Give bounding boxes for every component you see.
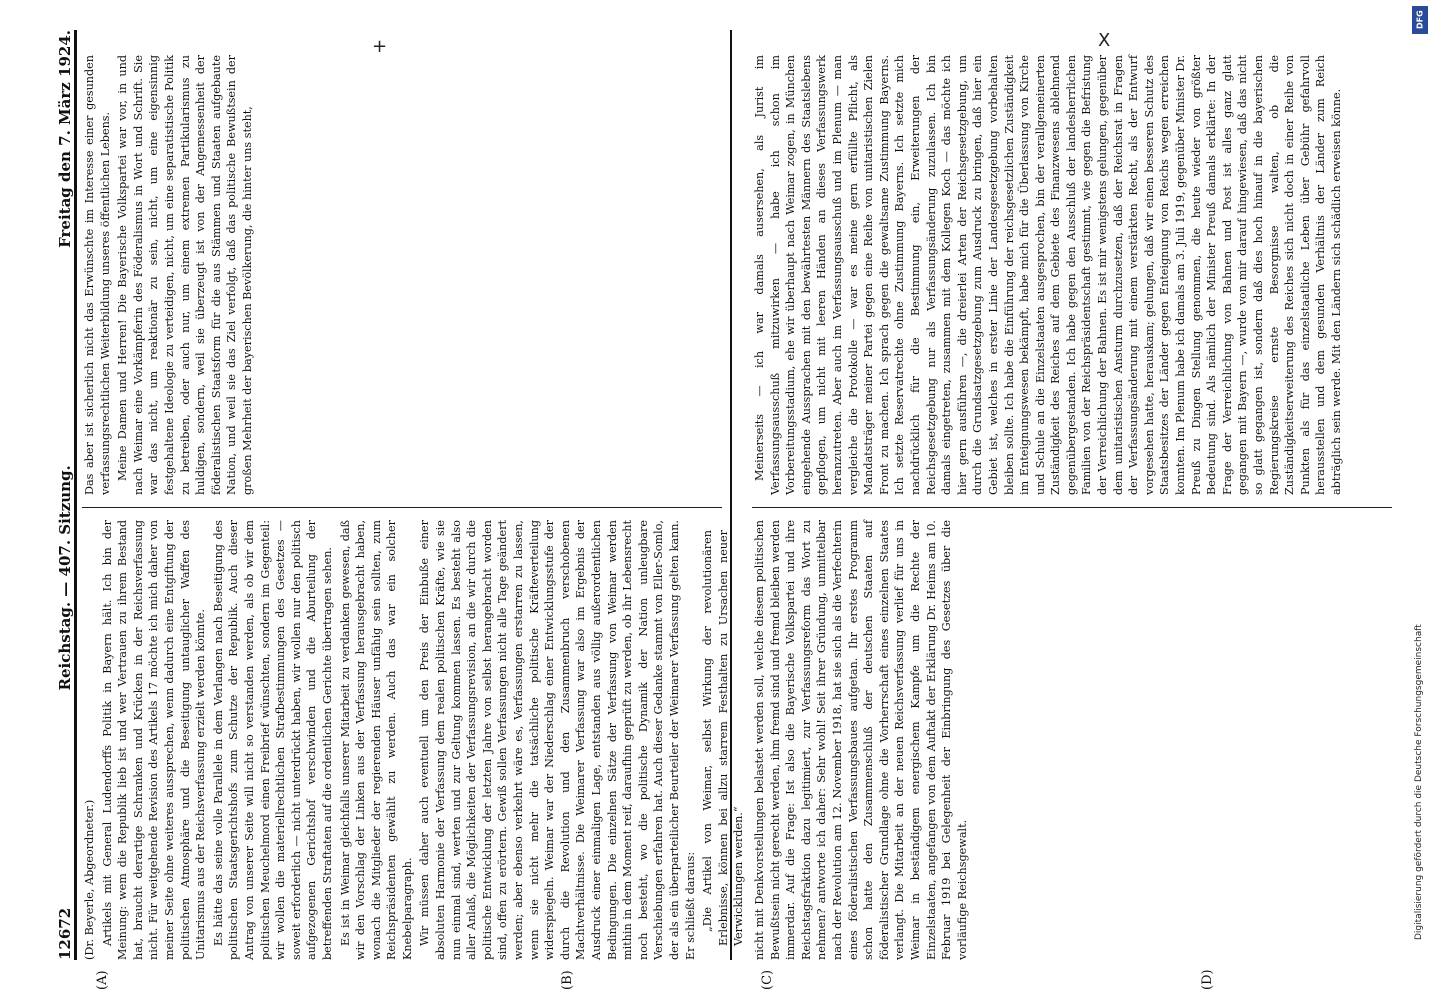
- page-header: [40, 30, 74, 960]
- header-rule: [74, 30, 77, 960]
- paragraph: Wir müssen daher auch eventuell um den Preis der Einbuße einer absoluten Harmonie der Verfassung dem realen politischen Kräfte, wie sie nun einmal sind, werten und zur Geltung kommen lassen. Es besteht also aller Anlaß, die Möglichkeiten der Verfassungsrevision, an die wir durch die politische Entwicklung der letzten Jahre von selbst herangebracht worden sind, offen zu erörtern. Gewiß sollen Verfassungen nicht alle Tage geändert werden; aber ebenso verkehrt wäre es, Verfassungen erstarren zu lassen, wenn sie nicht mehr die tatsächliche politische Kräfteverteilung widerspiegeln. Weimar war der Niederschlag einer Entwicklungsstufe der durch die Revolution und den Zusammenbruch verschobenen Machtverhältnisse. Die Weimarer Verfassung war also im Ergebnis der Ausdruck einer einmaligen Lage, entstanden aus völlig außerordentlichen Bedingungen. Die einzelnen Sätze der Verfassung von Weimar werden mithin in dem Moment reif, daraufhin geprüft zu werden, ob ihr Lebensrecht noch besteht, wo die politische Dynamik der Nation unleugbare Verschiebungen erfahren hat. Auch dieser Gedanke stammt von Eller-Somlo, der als ein überparteilicher Beurteiler der Weimarer Verfassung gelten kann. Er schließt daraus:: [418, 520, 697, 960]
- columns-right-page: [752, 55, 1392, 960]
- digitization-credit: Digitalisierung gefördert durch die Deutsche Forschungsgemeinschaft: [1414, 624, 1424, 940]
- margin-marker-b: (B): [560, 970, 575, 990]
- margin-marker-a: (A): [95, 970, 110, 990]
- paragraph: Artikels mit General Ludendorffs Politik in Bayern hält. Ich bin der Meinung: wem die Republik lieb ist und wer Vertrauen zu ihrem Bestand hat, braucht derartige Schranken und Krücken in der Reichsverfassung nicht. Für weitgehende Revision des Artikels 17 möchte ich mich daher von meiner Seite ohne weiteres aussprechen, wenn dadurch eine Entgiftung der politischen Atmosphäre und die Beseitigung untauglicher Waffen des Unitarismus aus der Reichsverfassung erzielt werden könnte.: [100, 520, 208, 960]
- digitization-sidebar: [1404, 0, 1434, 1000]
- paragraph: Meine Damen und Herren! Die Bayerische Volkspartei war vor, in und nach Weimar eine Vorkämpferin des Föderalismus in Wort und Schrift. Sie war das nicht, um reaktionär zu sein, nicht, um eine eigensinnig festgehaltene Ideologie zu verteidigen, nicht, um eine separatistische Politik zu betreiben, oder auch nur, um einem extremen Partikularismus zu huldigen, sondern, weil sie überzeugt ist von der Angemessenheit der föderalistischen Staatsform für die aus Stämmen und Staaten aufgebaute Nation, und weil sie das Ziel verfolgt, daß das politische Bewußtsein der großen Mehrheit der bayerischen Bevölkerung, die hinter uns steht,: [116, 55, 254, 495]
- speaker-name: (Dr. Beyerle, Abgeordneter.): [83, 799, 96, 960]
- paragraph: Es hätte das seine volle Parallele in dem Verlangen nach Beseitigung des politischen Staatsgerichtshofs zum Schutze der Republik. Auch dieser Antrag von unserer Seite will nicht so verstanden werden, als ob wir dem politischen Meuchelmord einen Freibrief wünschten, sondern im Gegenteil: wir wollen die materiellrechtlichen Strafbestimmungen des Gesetzes — soweit erforderlich — nicht unterdrückt haben, wir wollen nur den politisch aufgezogenen Gerichtshof verschwinden und die Aburteilung der betreffenden Straftaten auf die ordentlichen Gerichte übertragen sehen.: [211, 520, 334, 960]
- center-rule: [730, 30, 732, 960]
- column-b: [82, 55, 722, 495]
- session-date: Freitag den 7. März 1924.: [56, 30, 74, 248]
- paragraph: Meinerseits — ich war damals ausersehen, als Jurist im Verfassungsausschuß mitzuwirken — habe ich schon im Vorbereitungsstadium, ehe wir überhaupt nach Weimar zogen, in München eingehende Aussprachen mit den bewährtesten Männern des Staatslebens gepflogen, um nicht mit leeren Händen an dieses Verfassungswerk heranzutreten. Aber auch im Verfassungsausschuß und im Plenum — man vergleiche die Protokolle — war es meine gern erfüllte Pflicht, als Mandatsträger meiner Partei gegen eine Reihe von unitaristischen Zielen Front zu machen. Ich sprach gegen die gewaltsame Zustimmung Bayerns. Ich setzte Reservatrechte ohne Zustimmung Bayerns. Ich setzte mich nachdrücklich für die Bestimmung ein, Erweiterungen der Reichsgesetzgebung nur als Verfassungsänderung zuzulassen. Ich bin damals eingetreten, zusammen mit dem Kollegen Koch — das möchte ich hier gern ausführen —, die dreierlei Arten der Reichsgesetzgebung, um durch die Grundsatzgesetzgebung zum Ausdruck zu bringen, daß hier ein Gebiet ist, welches in erster Linie der Landesgesetzgebung vorbehalten bleiben sollte. Ich habe die Einführung der reichsgesetzlichen Zuständigkeit im Enteignungswesen bekämpft, habe mich für die Überlassung von Kirche und Schule an die Einzelstaaten ausgesprochen, bin der verallgemeinerten Zuständigkeit des Reiches auf dem Gebiete des Finanzwesens ablehnend gegenübergestanden. Ich habe gegen den Ausschluß der landesherrlichen Familien von der Reichspräsidentschaft gestimmt, wie gegen die Befristung der Verreichlichung der Bahnen. Es ist mir wenigstens gelungen, gegenüber dem unitaristischen Ansturm durchzusetzen, daß der Reichsrat in Fragen der Verfassungsänderung mit einem verstärkten Recht, als der Entwurf vorgesehen hatte, herauskam; gelungen, daß wir einen besseren Schutz des Staatsbesitzes der Länder gegen Enteignung von Reichs wegen erreichen konnten. Im Plenum habe ich damals am 3. Juli 1919, gegenüber Minister Dr. Preuß zu Dingen Stellung genommen, die heute wieder von größter Bedeutung sind. Als nämlich der Minister Preuß damals erklärte: In der Frage der Verreichlichung von Bahnen und Post ist alles ganz glatt gegangen mit Bayern —, wurde von mir darauf hingewiesen, daß das nicht so glatt gegangen ist, sondern daß dies hoch hinauf in die bayerischen Regierungskreise ernste Besorgnisse walten, ob die Zuständigkeitserweiterung des Reiches sich nicht doch in einer Reihe von Punkten als für das einzelstaatliche Leben über Gebühr gefahrvoll herausstellen und dem gesunden Verhältnis der Länder zum Reich abträglich sein werde. Mit den Ländern sich schädlich erweisen könne.: [753, 55, 1343, 495]
- block-quote: „Die Artikel von Weimar, selbst Wirkung der revolutionären Erlebnisse, können bei allzu starrem Festhalten zu Ursachen neuer Verwicklungen werden.“: [701, 530, 746, 946]
- page-content: [40, 30, 1360, 990]
- pen-mark-plus-icon: +: [372, 36, 388, 57]
- paragraph: Das aber ist sicherlich nicht das Erwünschte im Interesse einer gesunden verfassungsrechtlichen Weiterbildung unseres öffentlichen Lebens.: [83, 55, 112, 495]
- column-d: [752, 55, 1392, 495]
- column-divider: [752, 507, 1392, 508]
- column-c: [752, 520, 1392, 960]
- margin-marker-d: (D): [1200, 969, 1215, 990]
- margin-marker-c: (C): [760, 969, 775, 990]
- column-divider: [82, 507, 722, 508]
- column-a: [82, 520, 746, 960]
- dfg-logo-icon: DFG: [1412, 6, 1428, 34]
- columns-left-page: [82, 55, 746, 960]
- pen-mark-x-icon: X: [1098, 30, 1111, 51]
- paragraph: nicht mit Denkvorstellungen belastet werden soll, welche diesem politischen Bewußtsein nicht gerecht werden, ihm fremd sind und fremd bleiben werden immerdar. Auf die Frage: Ist also die Bayerische Volkspartei und ihre Reichstagsfraktion dazu legitimiert, zur Verfassungsreform das Wort zu nehmen? antworte ich daher: Sehr wohl! Seit ihrer Gründung, unmittelbar nach der Revolution am 12. November 1918, hat sie sich als die Verfechterin eines föderalistischen Verfassungsbaues aufgetan. Ihr erstes Programm schon hatte den Zusammenschluß der deutschen Staaten auf föderalistischer Grundlage ohne die Vorherrschaft eines einzelnen Staates verlangt. Die Mitarbeit an der neuen Reichsverfassung verlief für uns in Weimar in beständigem energischem Kampfe um die Rechte der Einzelstaaten, angefangen von dem Auftakt der Erklärung Dr. Heims am 10. Februar 1919 bei Gelegenheit der Einbringung des Gesetzes über die vorläufige Reichsgewalt.: [753, 520, 969, 960]
- paragraph: Es ist in Weimar gleichfalls unserer Mitarbeit zu verdanken gewesen, daß wir den Vorschlag der Linken aus der Verfassung herausgebracht haben, wonach die Mitglieder der regierenden Häuser unfähig sein sollten, zum Reichspräsidenten gewählt zu werden. Auch das war ein solcher Knebelparagraph.: [338, 520, 414, 960]
- page-number: 12672: [56, 907, 74, 960]
- session-title: Reichstag. — 407. Sitzung.: [56, 465, 74, 691]
